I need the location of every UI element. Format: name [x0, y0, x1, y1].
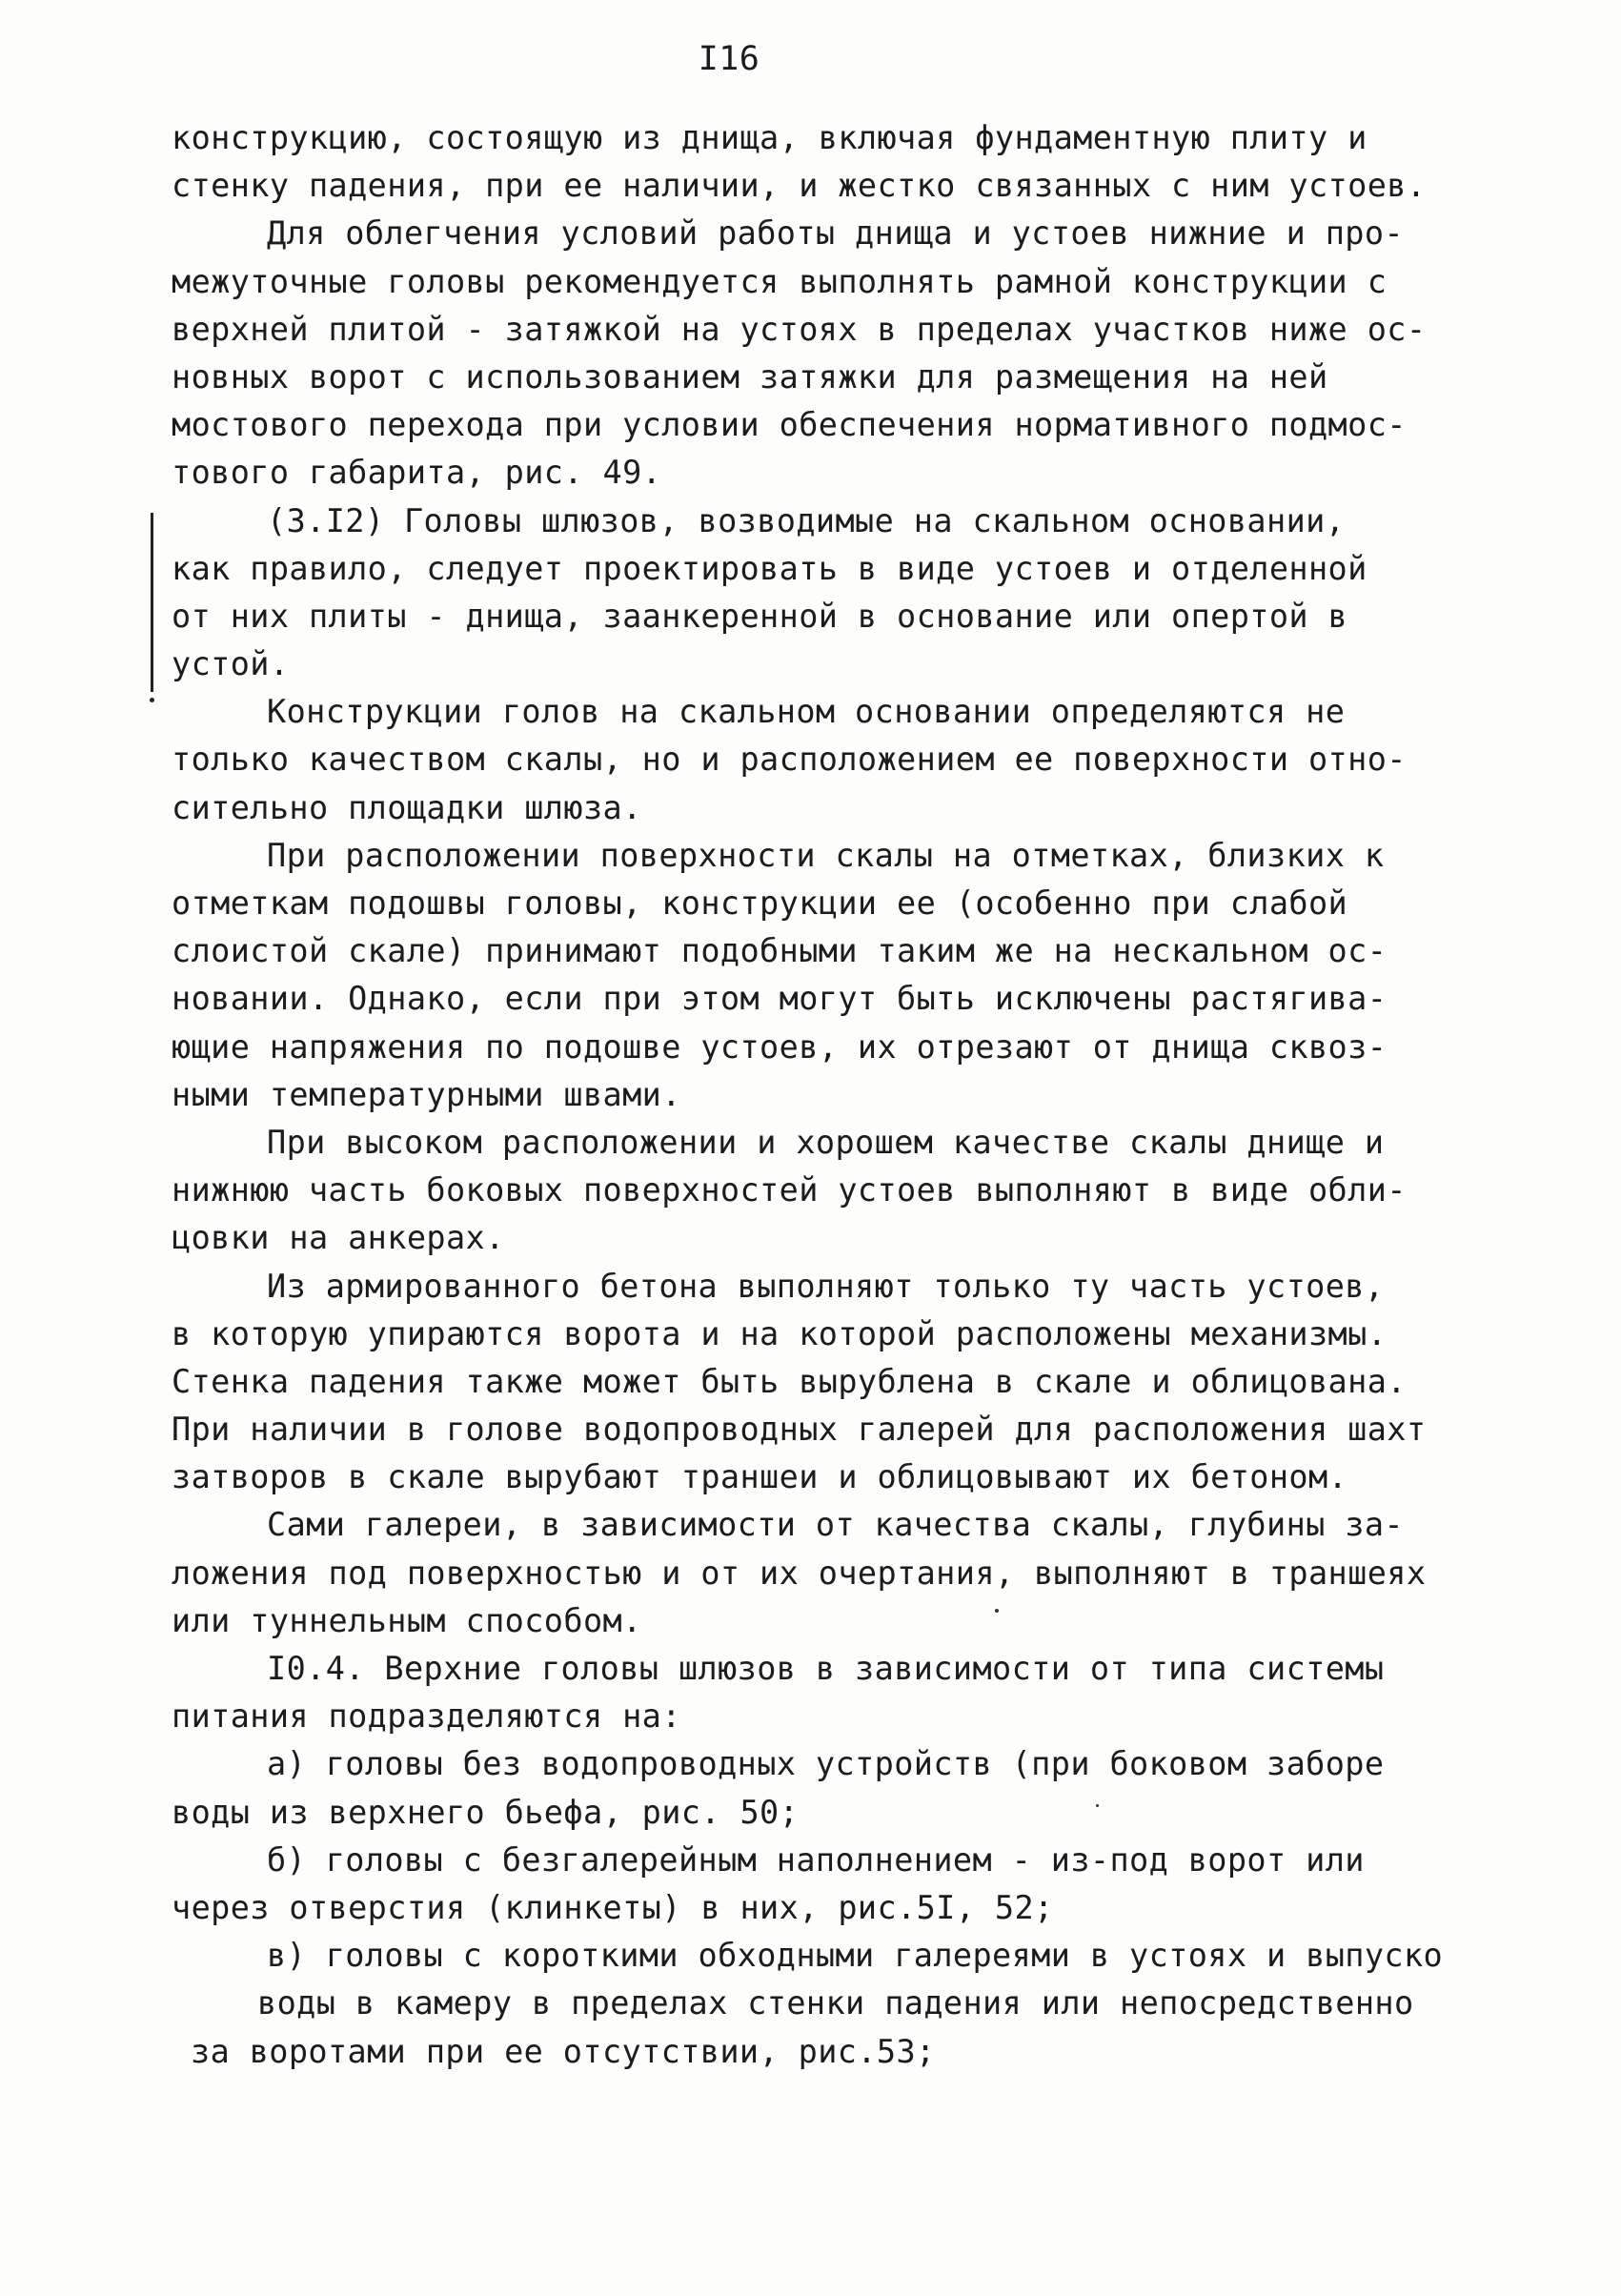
text-line: Для облегчения условий работы днища и устоев нижние и про- — [267, 214, 1404, 253]
paragraph — [172, 498, 1487, 545]
text-line: Стенка падения также может быть вырублена в скале и облицована. — [172, 1362, 1407, 1400]
text-line: через отверстия (клинкеты) в них, рис.5I, 52; — [172, 1888, 1054, 1926]
paragraph — [172, 114, 1487, 210]
text-line: ными температурными швами. — [172, 1075, 681, 1113]
margin-change-dot — [150, 698, 154, 702]
text-line: сительно площадки шлюза. — [172, 788, 642, 826]
paragraph — [172, 210, 1487, 257]
paragraph — [172, 1119, 1487, 1167]
text-line: конструкцию, состоящую из днища, включая фундаментную плиту и — [172, 119, 1368, 156]
text-line: от них плиты - днища, заанкеренной в основание или опертой в — [172, 597, 1348, 635]
text-line: питания подразделяются на: — [172, 1697, 681, 1736]
text-line: слоистой скале) принимают подобными таким же на нескальном ос- — [172, 932, 1388, 970]
paragraph — [172, 1980, 1487, 2027]
paragraph — [172, 1645, 1487, 1693]
paragraph — [172, 1167, 1487, 1262]
text-line: затворов в скале вырубают траншеи и облицовывают их бетоном. — [172, 1458, 1348, 1496]
text-line: нижнюю часть боковых поверхностей устоев выполняют в виде обли- — [172, 1171, 1407, 1209]
text-line: верхней плитой - затяжкой на устоях в пределах участков ниже ос- — [172, 310, 1427, 348]
text-line: При высоком расположении и хорошем качестве скалы днище и — [267, 1123, 1385, 1161]
text-line: ложения под поверхностью и от их очертания, выполняют в траншеях — [172, 1554, 1427, 1592]
text-line: а) головы без водопроводных устройств (при боковом заборе — [267, 1745, 1385, 1783]
text-line: цовки на анкерах. — [172, 1219, 505, 1257]
text-line: Сами галереи, в зависимости от качества скалы, глубины за- — [267, 1506, 1404, 1544]
paragraph — [172, 1693, 1487, 1740]
text-line: за воротами при ее отсутствии, рис.53; — [191, 2032, 936, 2070]
body-text — [172, 114, 1487, 2076]
text-line: воды из верхнего бьефа, рис. 50; — [172, 1793, 800, 1831]
paragraph — [172, 1932, 1487, 1980]
text-line: Конструкции голов на скальном основании определяются не — [267, 693, 1346, 731]
paragraph — [172, 1550, 1487, 1645]
text-line: новных ворот с использованием затяжки для размещения на ней — [172, 357, 1328, 396]
text-line: устой. — [172, 645, 290, 683]
text-line: I0.4. Верхние головы шлюзов в зависимости от типа системы — [267, 1650, 1385, 1687]
paragraph — [172, 880, 1487, 1119]
paragraph — [172, 1501, 1487, 1549]
paragraph — [172, 2028, 1487, 2076]
text-line: отметкам подошвы головы, конструкции ее (особенно при слабой — [172, 884, 1348, 922]
text-line: только качеством скалы, но и расположением ее поверхности отно- — [172, 741, 1407, 779]
paragraph — [172, 1263, 1487, 1311]
text-line: (3.I2) Головы шлюзов, возводимые на скальном основании, — [267, 501, 1346, 539]
text-line: новании. Однако, если при этом могут быть исключены растягива- — [172, 980, 1388, 1018]
paragraph — [172, 1837, 1487, 1884]
text-line: стенку падения, при ее наличии, и жестко связанных с ним устоев. — [172, 167, 1427, 205]
paragraph — [172, 736, 1487, 831]
text-line: воды в камеру в пределах стенки падения или непосредственно — [257, 1984, 1414, 2022]
page-number: I16 — [698, 40, 760, 78]
margin-change-bar — [151, 513, 153, 692]
text-line: в которую упираются ворота и на которой расположены механизмы. — [172, 1314, 1388, 1352]
text-line: мостового перехода при условии обеспечения нормативного подмос- — [172, 406, 1407, 444]
text-line: Из армированного бетона выполняют только ту часть устоев, — [267, 1267, 1385, 1305]
text-line: При расположении поверхности скалы на отметках, близких к — [267, 836, 1385, 874]
text-line: или туннельным способом. — [172, 1601, 642, 1639]
paragraph — [172, 1884, 1487, 1932]
paragraph — [172, 258, 1487, 498]
text-line: ющие напряжения по подошве устоев, их отрезают от днища сквоз- — [172, 1027, 1388, 1066]
text-line: в) головы с короткими обходными галереями в устоях и выпуско — [267, 1937, 1444, 1975]
paragraph — [172, 1311, 1487, 1502]
paragraph — [172, 832, 1487, 880]
paragraph — [172, 545, 1487, 689]
text-line: как правило, следует проектировать в виде устоев и отделенной — [172, 549, 1368, 587]
text-line: При наличии в голове водопроводных галерей для расположения шахт — [172, 1411, 1427, 1449]
text-line: б) головы с безгалерейным наполнением - из-под ворот или — [267, 1840, 1365, 1879]
text-line: межуточные головы рекомендуется выполнять рамной конструкции с — [172, 262, 1388, 300]
text-line: тового габарита, рис. 49. — [172, 454, 662, 492]
paragraph — [172, 1740, 1487, 1788]
paragraph — [172, 1789, 1487, 1837]
paragraph — [172, 688, 1487, 736]
